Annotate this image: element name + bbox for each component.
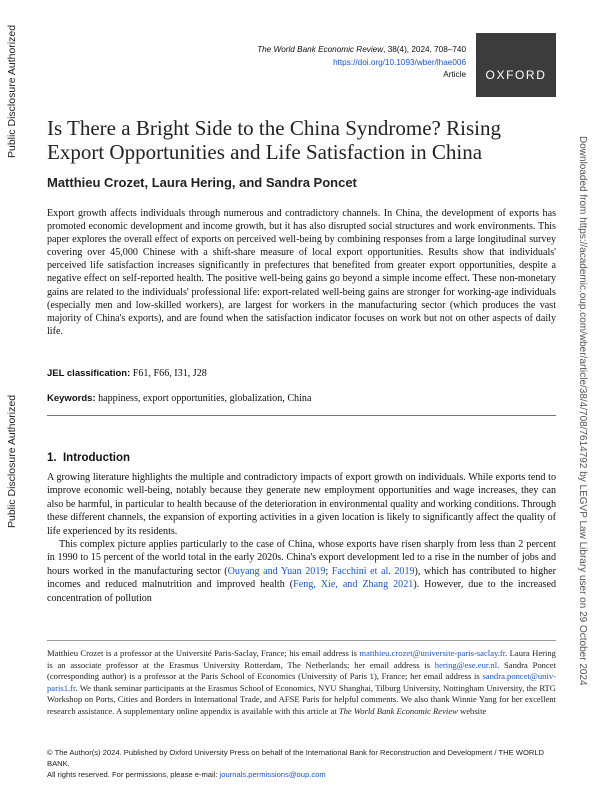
keywords-list: happiness, export opportunities, globalization, China bbox=[95, 393, 312, 404]
paragraph-2 bbox=[47, 538, 556, 605]
fn-text: . Sandra Poncet (corresponding author) is a professor at the Paris School of Economics (University of Paris 1), France; her email address is bbox=[47, 659, 556, 681]
fn-text: . Laura Hering is an associate professor at the Erasmus University Rotterdam, The Netherlands; her email address is bbox=[47, 648, 556, 670]
journal-name: The World Bank Economic Review bbox=[257, 45, 384, 54]
citation-link[interactable]: Feng, Xie, and Zhang 2021 bbox=[293, 579, 414, 591]
para-text: ). However, due to the increased concentration of pollution bbox=[47, 579, 556, 604]
footnote-divider bbox=[47, 640, 556, 641]
email-link[interactable]: hering@ese.eur.nl bbox=[434, 659, 498, 670]
email-link[interactable]: matthieu.crozet@universite-paris-saclay.fr bbox=[359, 648, 506, 658]
paragraph-1: A growing literature highlights the multiple and contradictory impacts of export growth on individuals. While exports tend to improve economic well-being, notably because they generate new employment opportunities and wage increases, they can also be harmful, in particular to health because of the deterioration in environmental quality and working conditions. Through these different channels, the expansion of exporting activities in a given location is likely to significantly affect the quality of life experienced by its residents. bbox=[47, 472, 556, 537]
fn-text: Matthieu Crozet is a professor at the Université Paris-Saclay, France; his email address is bbox=[47, 648, 360, 658]
para-text: ; bbox=[325, 565, 332, 577]
citation-link[interactable]: Facchini et al. 2019 bbox=[331, 565, 415, 577]
fn-text: . We thank seminar participants at the Erasmus School of Economics, NYU Shanghai, Tilburg University, Nottingham University, the RTG Workshop on Ports, Cities and Borders in International Trade, and AFSE Paris for helpful comments. We also thank Winnie Yang for her excellent research assistance. A supplementary online appendix is available with this article at bbox=[47, 682, 556, 716]
citation-link[interactable]: Ouyang and Yuan 2019 bbox=[227, 565, 326, 577]
journal-name-italic: The World Bank Economic Review bbox=[338, 705, 458, 716]
fn-text: website bbox=[457, 705, 487, 716]
copyright bbox=[47, 747, 556, 780]
oxford-logo: OXFORD bbox=[476, 33, 556, 97]
article-type: Article bbox=[443, 70, 466, 79]
body-text bbox=[47, 471, 556, 605]
permissions-text: All rights reserved. For permissions, please e-mail: bbox=[47, 770, 220, 779]
journal-info bbox=[257, 44, 466, 82]
jel-classification bbox=[47, 368, 207, 379]
download-notice: Downloaded from https://academic.oup.com/wber/article/38/4/708/7614792 by LEGVP Law Library user on 29 October 2024 bbox=[577, 136, 588, 686]
jel-codes: F61, F66, I31, J28 bbox=[130, 368, 207, 379]
para-text: This complex picture applies particularly to the case of China, whose exports have risen sharply from less than 2 percent in 1990 to 15 percent of the world total in the early 2020s. China's export development led to a rise in the number of jobs and hours worked in the manufacturing sector ( bbox=[47, 539, 556, 577]
author-footnote bbox=[47, 648, 556, 717]
disclosure-label-top: Public Disclosure Authorized bbox=[6, 24, 18, 158]
disclosure-label-bottom: Public Disclosure Authorized bbox=[6, 394, 18, 528]
section-number: 1. bbox=[47, 452, 57, 464]
doi-link[interactable]: https://doi.org/10.1093/wber/lhae006 bbox=[333, 57, 466, 67]
section-title: Introduction bbox=[62, 452, 131, 464]
permissions-email-link[interactable]: journals.permissions@oup.com bbox=[219, 770, 326, 779]
section-heading bbox=[47, 452, 130, 464]
keywords-label: Keywords: bbox=[47, 393, 96, 404]
journal-issue: , 38(4), 2024, 708–740 bbox=[383, 45, 466, 54]
para-text: ), which has contributed to higher incomes and reduced malnutrition and improved health ( bbox=[47, 565, 556, 591]
authors: Matthieu Crozet, Laura Hering, and Sandra Poncet bbox=[47, 175, 357, 190]
email-link[interactable]: sandra.poncet@univ-paris1.fr bbox=[47, 671, 556, 693]
copyright-line: © The Author(s) 2024. Published by Oxford University Press on behalf of the International Bank for Reconstruction and Development / THE WORLD BANK. bbox=[47, 748, 545, 768]
abstract: Export growth affects individuals through numerous and contradictory channels. In China, the development of exports has promoted economic development and income growth, but it has also disrupted social structures and work environments. This paper explores the overall effect of exports on perceived well-being by combining responses from a large longitudinal survey covering over 45,000 Chinese with a shift-share measure of local export opportunities. Results show that individuals' perceived life satisfaction increases significantly in prefectures that benefited from greater export opportunities, despite a negative effect on self-reported health. The positive well-being gains go beyond a simple income effect. These non-monetary gains are related to the individuals' professional life: export-related well-being gains are stronger for working-age individuals (especially men and low-skilled workers), are largest for workers in the manufacturing sector (which produces the vast majority of China's exports), and are found when the satisfaction indicator focuses on work but not on other aspects of daily life. bbox=[47, 208, 556, 337]
keywords bbox=[47, 393, 311, 404]
paper-title: Is There a Bright Side to the China Syndrome? Rising Export Opportunities and Life Satisfaction in China bbox=[47, 116, 501, 164]
divider bbox=[47, 415, 556, 416]
jel-label: JEL classification: bbox=[47, 368, 131, 379]
